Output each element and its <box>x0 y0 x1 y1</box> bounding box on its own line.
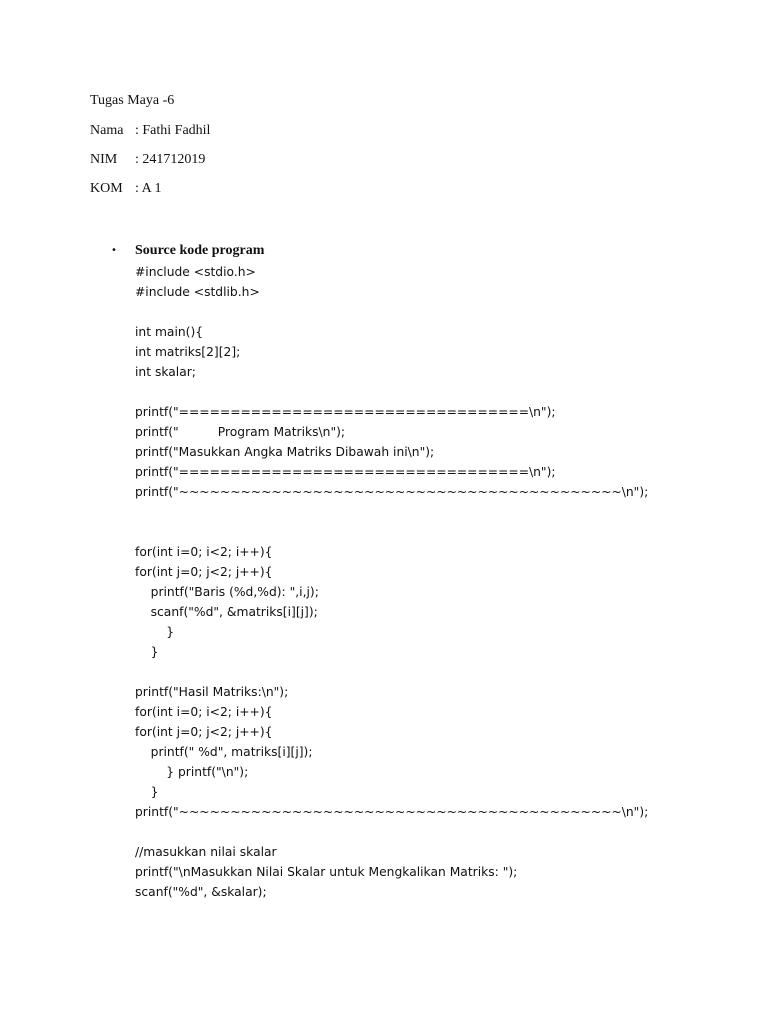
code-blank-line <box>135 502 648 522</box>
code-line: printf("Hasil Matriks:\n"); <box>135 685 289 699</box>
code-line: printf("~~~~~~~~~~~~~~~~~~~~~~~~~~~~~~~~~~~~~~~~~~~\n"); <box>135 485 649 499</box>
name-value: : Fathi Fadhil <box>135 123 211 138</box>
code-line: printf("==================================\n"); <box>135 405 556 419</box>
code-line: printf("Baris (%d,%d): ",i,j); <box>135 585 319 599</box>
code-blank-line <box>135 522 648 542</box>
kom-label: KOM <box>90 181 123 196</box>
name-label: Nama <box>90 123 124 138</box>
code-line: printf("==================================\n"); <box>135 465 556 479</box>
code-line: } printf("\n"); <box>135 765 249 779</box>
code-line: printf("Masukkan Angka Matriks Dibawah ini\n"); <box>135 445 435 459</box>
code-line: scanf("%d", &skalar); <box>135 885 267 899</box>
code-line: for(int i=0; i<2; i++){ <box>135 705 273 719</box>
nim-value: : 241712019 <box>135 152 206 167</box>
code-blank-line <box>135 302 648 322</box>
code-line: #include <stdio.h> <box>135 265 256 279</box>
code-line: printf(" %d", matriks[i][j]); <box>135 745 313 759</box>
code-block <box>135 262 648 902</box>
code-line: } <box>135 785 159 799</box>
code-blank-line <box>135 662 648 682</box>
code-line: scanf("%d", &matriks[i][j]); <box>135 605 318 619</box>
code-line: printf("~~~~~~~~~~~~~~~~~~~~~~~~~~~~~~~~~~~~~~~~~~~\n"); <box>135 805 649 819</box>
code-blank-line <box>135 382 648 402</box>
nim-label: NIM <box>90 152 118 167</box>
code-line: printf("\nMasukkan Nilai Skalar untuk Mengkalikan Matriks: "); <box>135 865 518 879</box>
assignment-title: Tugas Maya -6 <box>90 93 175 108</box>
code-line: for(int i=0; i<2; i++){ <box>135 545 273 559</box>
code-line: } <box>135 625 175 639</box>
section-heading: Source kode program <box>135 243 265 258</box>
code-line: printf(" Program Matriks\n"); <box>135 425 346 439</box>
code-line: #include <stdlib.h> <box>135 285 260 299</box>
code-line: int skalar; <box>135 365 196 379</box>
code-blank-line <box>135 822 648 842</box>
bullet-icon: • <box>111 245 117 256</box>
kom-value: : A 1 <box>135 181 162 196</box>
code-line: for(int j=0; j<2; j++){ <box>135 565 273 579</box>
code-line: int main(){ <box>135 325 204 339</box>
code-line: //masukkan nilai skalar <box>135 845 277 859</box>
code-line: } <box>135 645 159 659</box>
code-line: for(int j=0; j<2; j++){ <box>135 725 273 739</box>
code-line: int matriks[2][2]; <box>135 345 241 359</box>
kom-field <box>90 180 162 252</box>
